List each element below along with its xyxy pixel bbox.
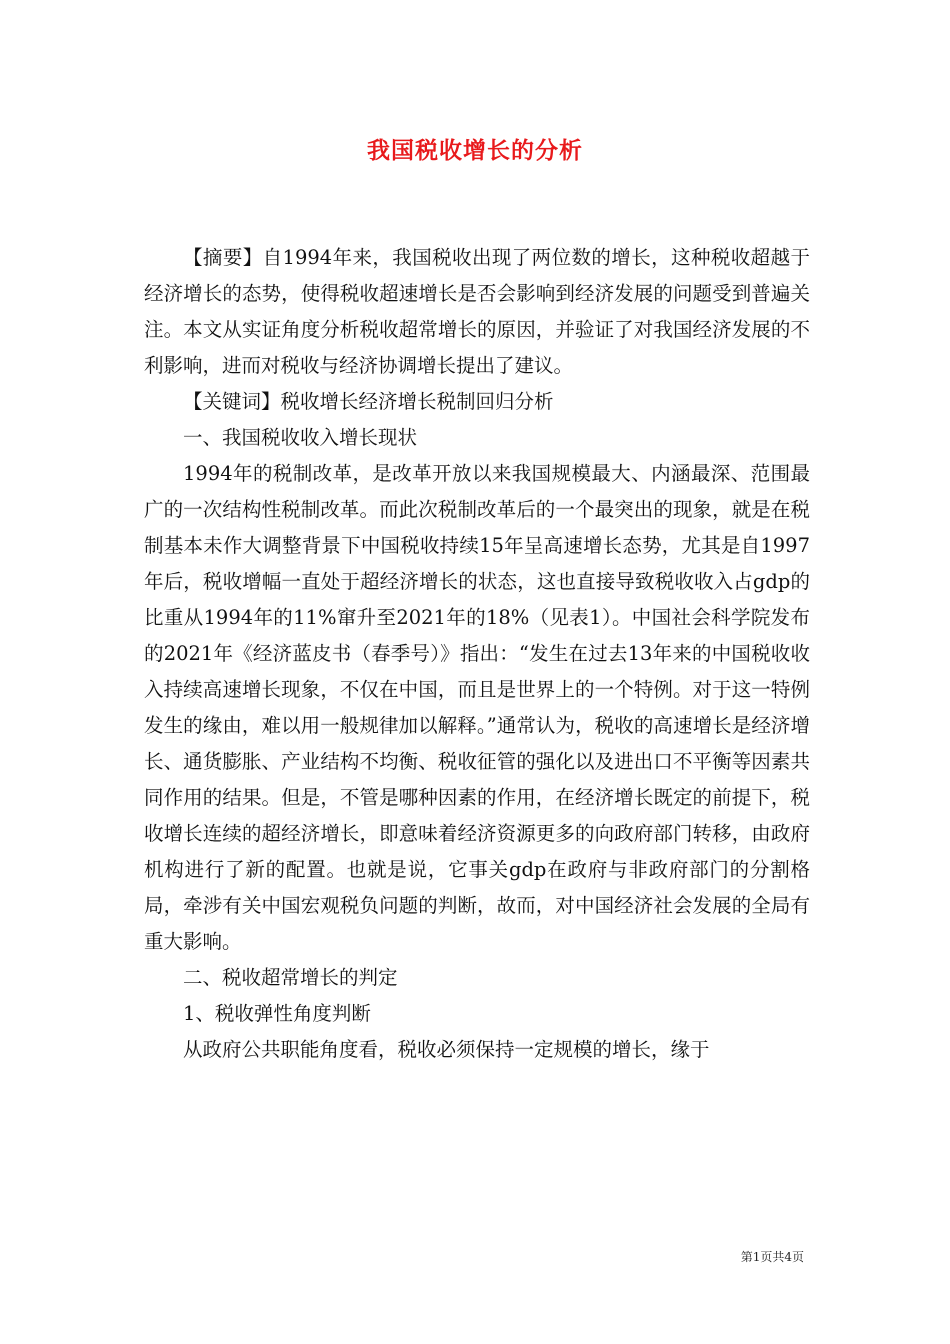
document-title: 我国税收增长的分析	[367, 137, 583, 164]
keywords-paragraph: 【关键词】税收增长经济增长税制回归分析	[183, 390, 554, 413]
section-heading-2: 二、税收超常增长的判定	[183, 966, 398, 989]
document-body	[144, 240, 810, 1068]
subsection-heading-1: 1、税收弹性角度判断	[183, 1002, 371, 1025]
body-paragraph: 1994年的税制改革，是改革开放以来我国规模最大、内涵最深、范围最广的一次结构性税制改革。而此次税制改革后的一个最突出的现象，就是在税制基本未作大调整背景下中国税收持续15年呈高速增长态势，尤其是自1997年后，税收增幅一直处于超经济增长的状态，这也直接导致税收收入占gdp的比重从1994年的11%窜升至2021年的18%（见表1）。中国社会科学院发布的2021年《经济蓝皮书（春季号）》指出：“发生在过去13年来的中国税收收入持续高速增长现象，不仅在中国，而且是世界上的一个特例。对于这一特例发生的缘由，难以用一般规律加以解释。”通常认为，税收的高速增长是经济增长、通货膨胀、产业结构不均衡、税收征管的强化以及进出口不平衡等因素共同作用的结果。但是，不管是哪种因素的作用，在经济增长既定的前提下，税收增长连续的超经济增长，即意味着经济资源更多的向政府部门转移，由政府机构进行了新的配置。也就是说，它事关gdp在政府与非政府部门的分割格局，牵涉有关中国宏观税负问题的判断，故而，对中国经济社会发展的全局有重大影响。	[144, 462, 810, 953]
abstract-paragraph: 【摘要】自1994年来，我国税收出现了两位数的增长，这种税收超越于经济增长的态势，使得税收超速增长是否会影响到经济发展的问题受到普遍关注。本文从实证角度分析税收超常增长的原因，并验证了对我国经济发展的不利影响，进而对税收与经济协调增长提出了建议。	[144, 246, 810, 377]
page-number-footer: 第1页共4页	[740, 1250, 804, 1264]
body-paragraph: 从政府公共职能角度看，税收必须保持一定规模的增长，缘于	[183, 1038, 710, 1061]
section-heading-1: 一、我国税收收入增长现状	[183, 426, 418, 449]
